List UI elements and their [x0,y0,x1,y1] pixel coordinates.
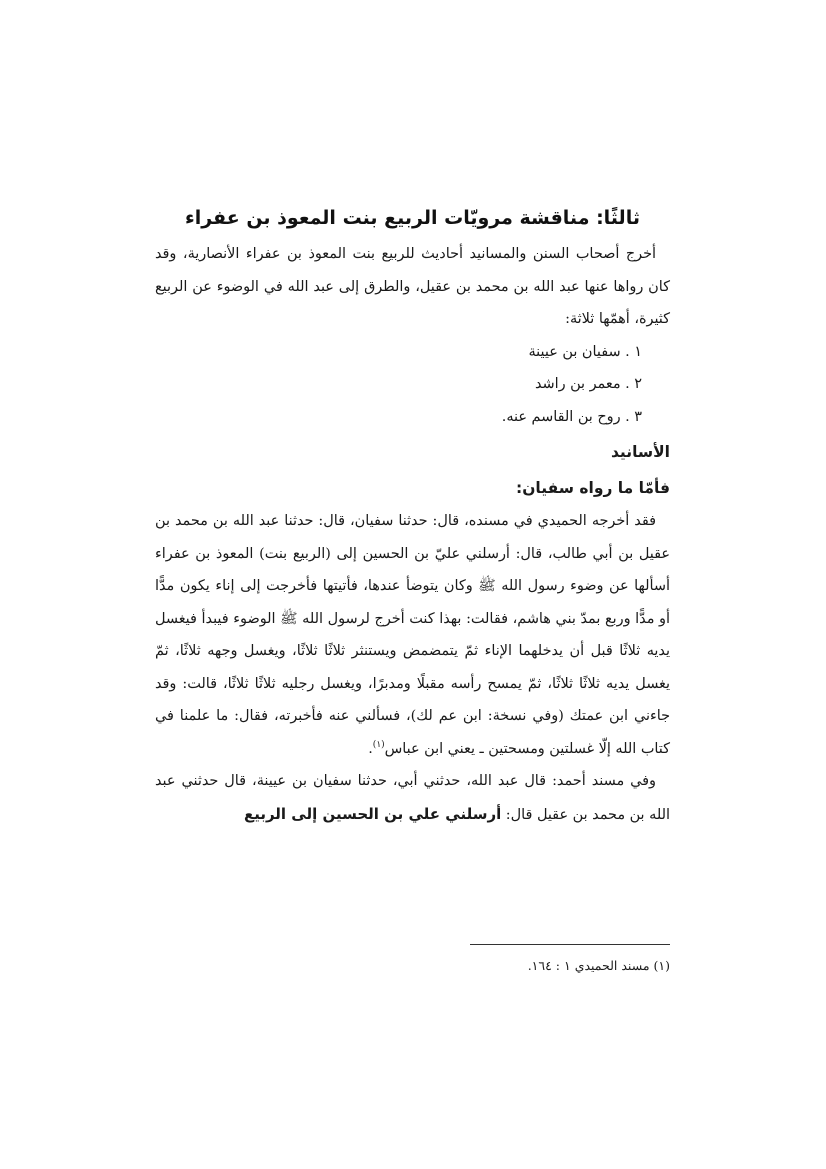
musnad-ahmad-paragraph [155,765,670,831]
section-title: الأسانيد [610,443,670,461]
hadith-text: فقد أخرجه الحميدي في مسنده، قال: حدثنا سفيان، قال: حدثنا عبد الله بن محمد بن عقيل بن أبي طالب، قال: أرسلني عليّ بن الحسين إلى (الربيع بنت) المعوذ بن عفراء أسألها عن وضوء رسول الله ﷺ وكان يتوضأ عندها، فأتيتها فأخرجت إلى إناء يكون مدًّا أو مدًّا وربع بمدّ بني هاشم، فقالت: بهذا كنت أخرج لرسول الله ﷺ الوضوء فيبدأ فيغسل يديه ثلاثًا قبل أن يدخلهما الإناء ثمّ يتمضمض ويستنثر ثلاثًا ثلاثًا، ويغسل وجهه ثلاثًا، ثمّ يغسل يديه ثلاثًا ثلاثًا، ثمّ يمسح رأسه مقبلًا ومدبرًا، ويغسل رجليه ثلاثًا ثلاثًا، قالت: وقد جاءني ابن عمتك (وفي نسخة: ابن عم لك)، فسألني عنه فأخبرته، فقال: ما علمنا في كتاب الله إلّا غسلتين ومسحتين ـ يعني ابن عباس [155,513,670,757]
musnad-ahmad-text: وفي مسند أحمد: قال عبد الله، حدثني أبي، حدثنا سفيان بن عيينة، قال حدثني عبد الله بن محمد بن عقيل قال: [155,773,670,823]
list-item: ٣ . روح بن القاسم عنه. [501,408,642,425]
footnote-marker: (١) [372,739,385,750]
hadith-end: . [368,740,373,757]
list-item: ٢ . معمر بن راشد [534,376,642,392]
list-item: ١ . سفيان بن عيينة [528,343,642,360]
subsection-title: فأمّا ما رواه سفيان: [516,479,670,497]
footnote-divider [470,944,670,945]
page-title: ثالثًا: مناقشة مرويّات الربيع بنت المعوذ بن عفراء [185,207,640,229]
narrators-list [155,336,670,434]
hadith-paragraph [155,505,670,765]
musnad-ahmad-bold: أرسلني علي بن الحسين إلى الربيع [243,804,502,823]
footnote: (١) مسند الحميدي ١ : ١٦٤. [527,958,670,973]
intro-paragraph: أخرج أصحاب السنن والمسانيد أحاديث للربيع بنت المعوذ بن عفراء الأنصارية، وقد كان رواها عنها عبد الله بن محمد بن عقيل، والطرق إلى عبد الله في الوضوء عن الربيع كثيرة، أهمّها ثلاثة: [155,246,670,327]
page-body [155,200,670,831]
